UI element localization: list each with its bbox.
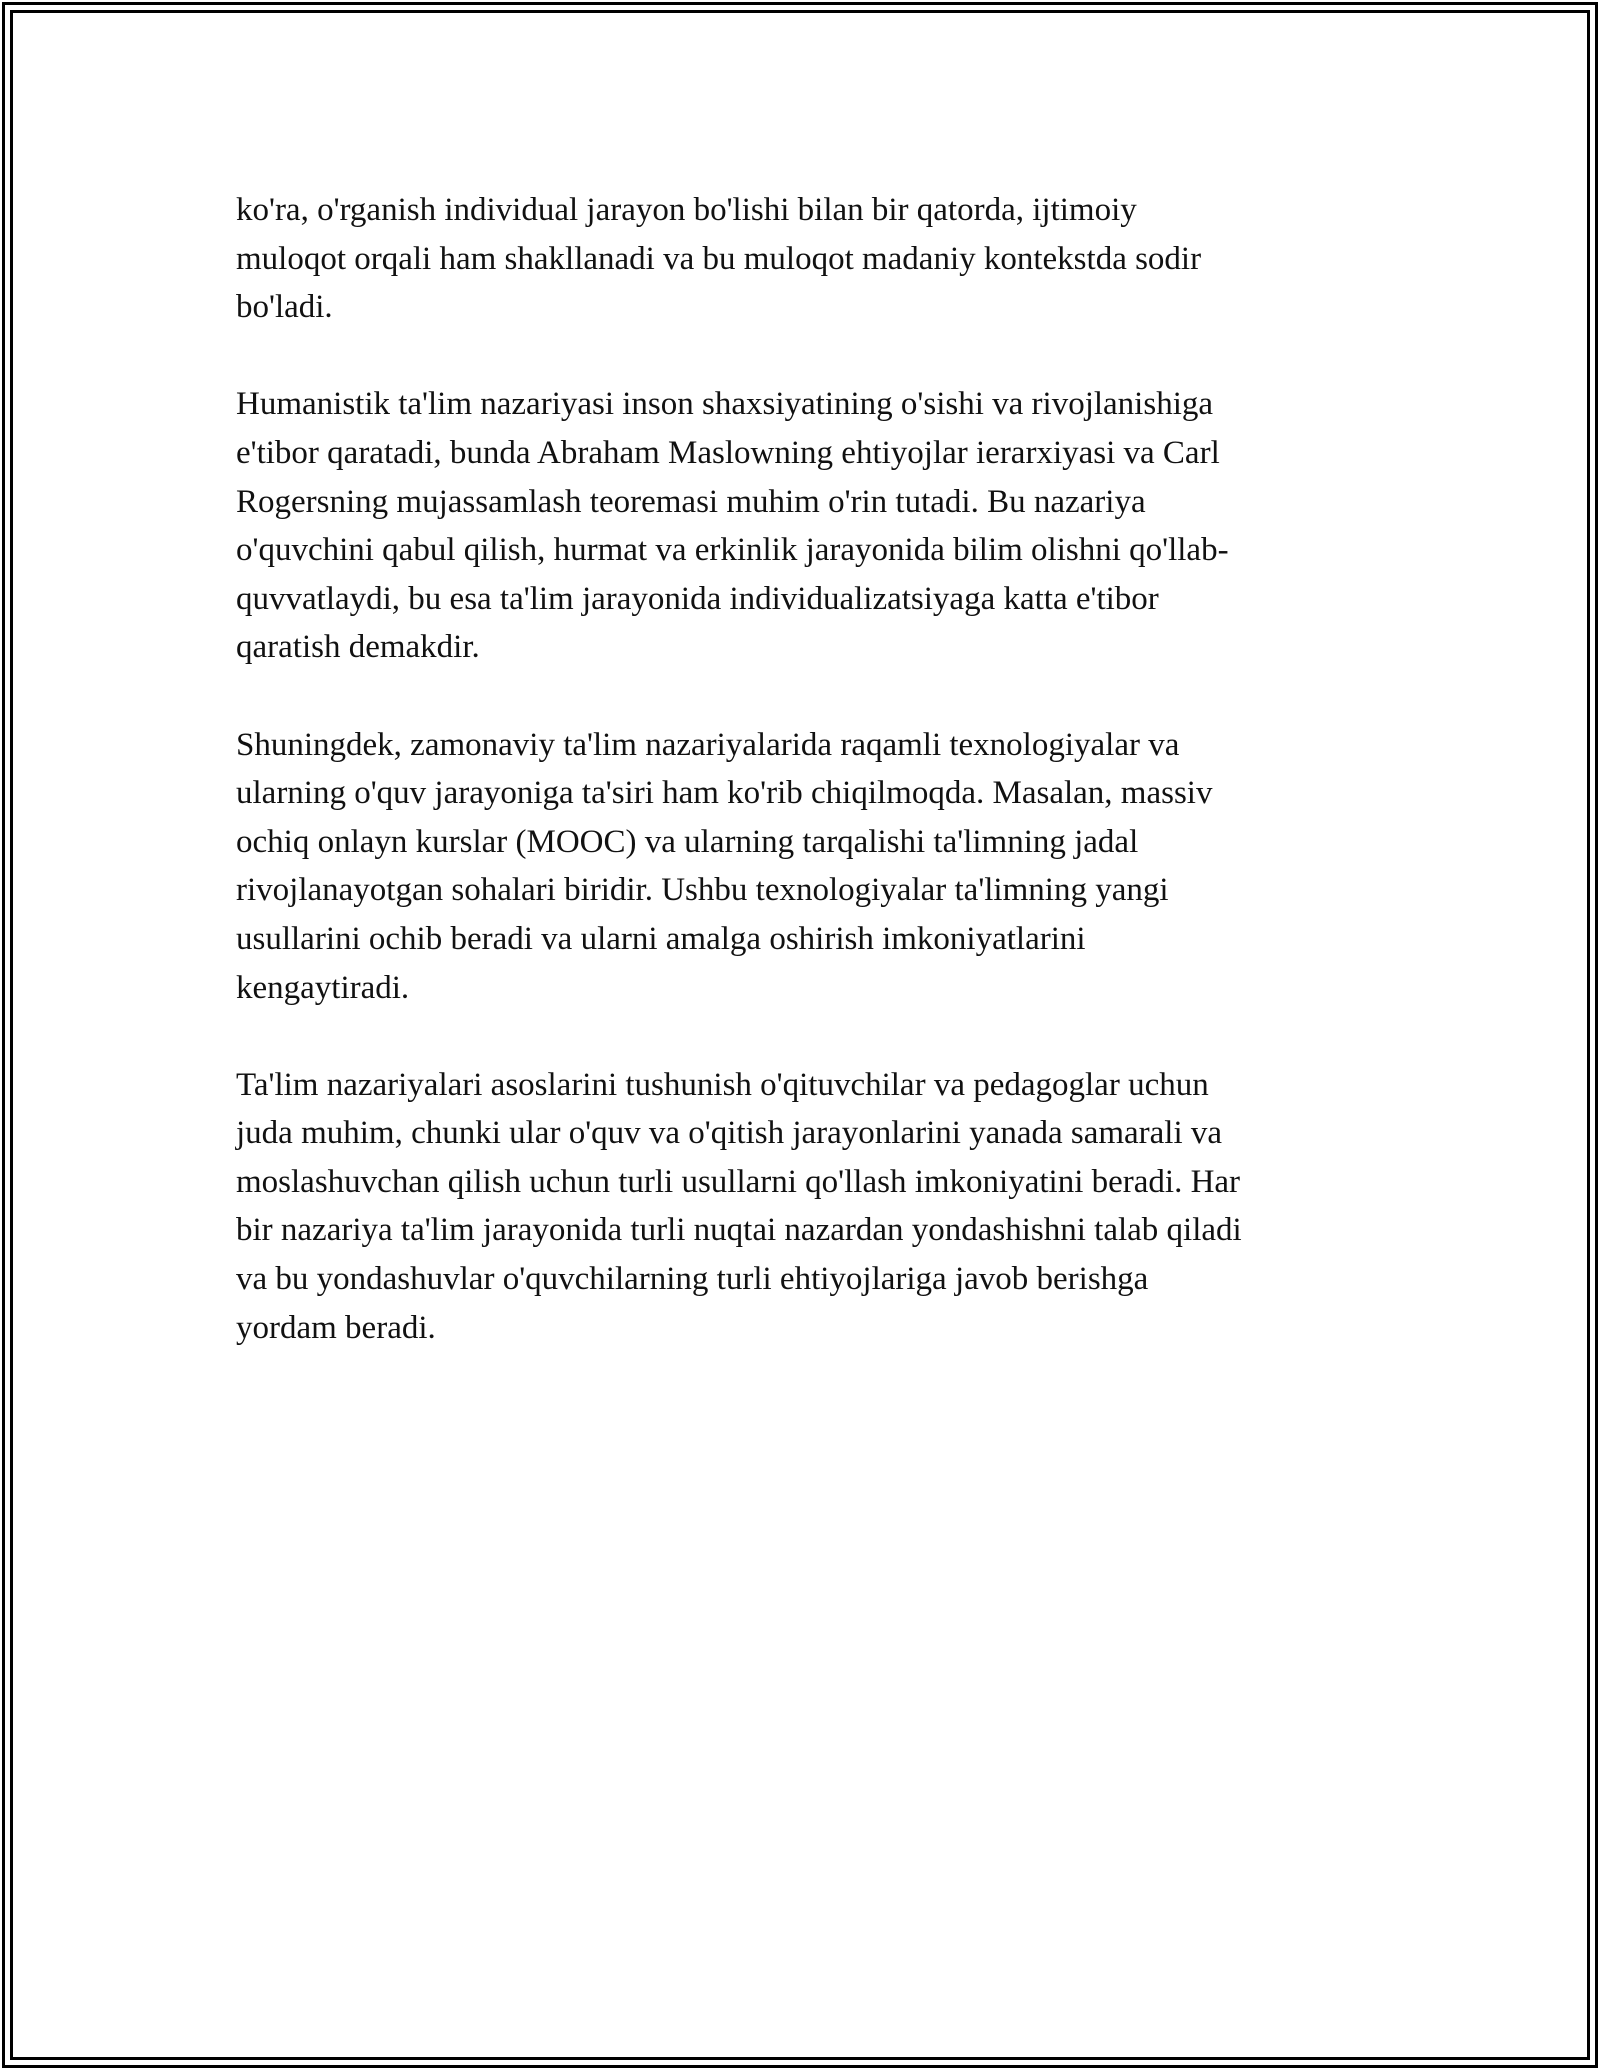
paragraph-4 — [236, 1061, 1356, 1353]
text-line: Rogersning mujassamlash teoremasi muhim o'rin tutadi. Bu nazariya — [236, 483, 1146, 520]
text-line: muloqot orqali ham shakllanadi va bu muloqot madaniy kontekstda sodir — [236, 240, 1202, 277]
text-line: va bu yondashuvlar o'quvchilarning turli ehtiyojlariga javob berishga — [236, 1261, 1149, 1298]
text-line: usullarini ochib beradi va ularni amalga oshirish imkoniyatlarini — [236, 920, 1086, 957]
text-line: Humanistik ta'lim nazariyasi inson shaxsiyatining o'sishi va rivojlanishiga — [236, 386, 1214, 423]
paragraph-1 — [236, 186, 1356, 332]
text-line: Shuningdek, zamonaviy ta'lim nazariyalarida raqamli texnologiyalar va — [236, 726, 1180, 763]
text-line: ochiq onlayn kurslar (MOOC) va ularning tarqalishi ta'limning jadal — [236, 823, 1139, 860]
text-line: rivojlanayotgan sohalari biridir. Ushbu texnologiyalar ta'limning yangi — [236, 872, 1169, 909]
text-line: juda muhim, chunki ular o'quv va o'qitish jarayonlarini yanada samarali va — [236, 1115, 1223, 1152]
text-line: o'quvchini qabul qilish, hurmat va erkinlik jarayonida bilim olishni qo'llab- — [236, 532, 1229, 569]
text-line: e'tibor qaratadi, bunda Abraham Maslowning ehtiyojlar ierarxiyasi va Carl — [236, 434, 1220, 471]
text-line: ularning o'quv jarayoniga ta'siri ham ko'rib chiqilmoqda. Masalan, massiv — [236, 775, 1213, 812]
text-line: bir nazariya ta'lim jarayonida turli nuqtai nazardan yondashishni talab qiladi — [236, 1212, 1242, 1249]
text-line: yordam beradi. — [236, 1309, 436, 1346]
text-line: bo'ladi. — [236, 289, 333, 326]
text-line: quvvatlaydi, bu esa ta'lim jarayonida individualizatsiyaga katta e'tibor — [236, 580, 1159, 617]
text-line: qaratish demakdir. — [236, 629, 480, 666]
paragraph-2 — [236, 380, 1356, 672]
document-body — [236, 186, 1356, 1401]
text-line: Ta'lim nazariyalari asoslarini tushunish o'qituvchilar va pedagoglar uchun — [236, 1066, 1209, 1103]
text-line: kengaytiradi. — [236, 969, 410, 1006]
paragraph-3 — [236, 721, 1356, 1013]
text-line: moslashuvchan qilish uchun turli usullarni qo'llash imkoniyatini beradi. Har — [236, 1163, 1241, 1200]
text-line: ko'ra, o'rganish individual jarayon bo'lishi bilan bir qatorda, ijtimoiy — [236, 192, 1137, 228]
